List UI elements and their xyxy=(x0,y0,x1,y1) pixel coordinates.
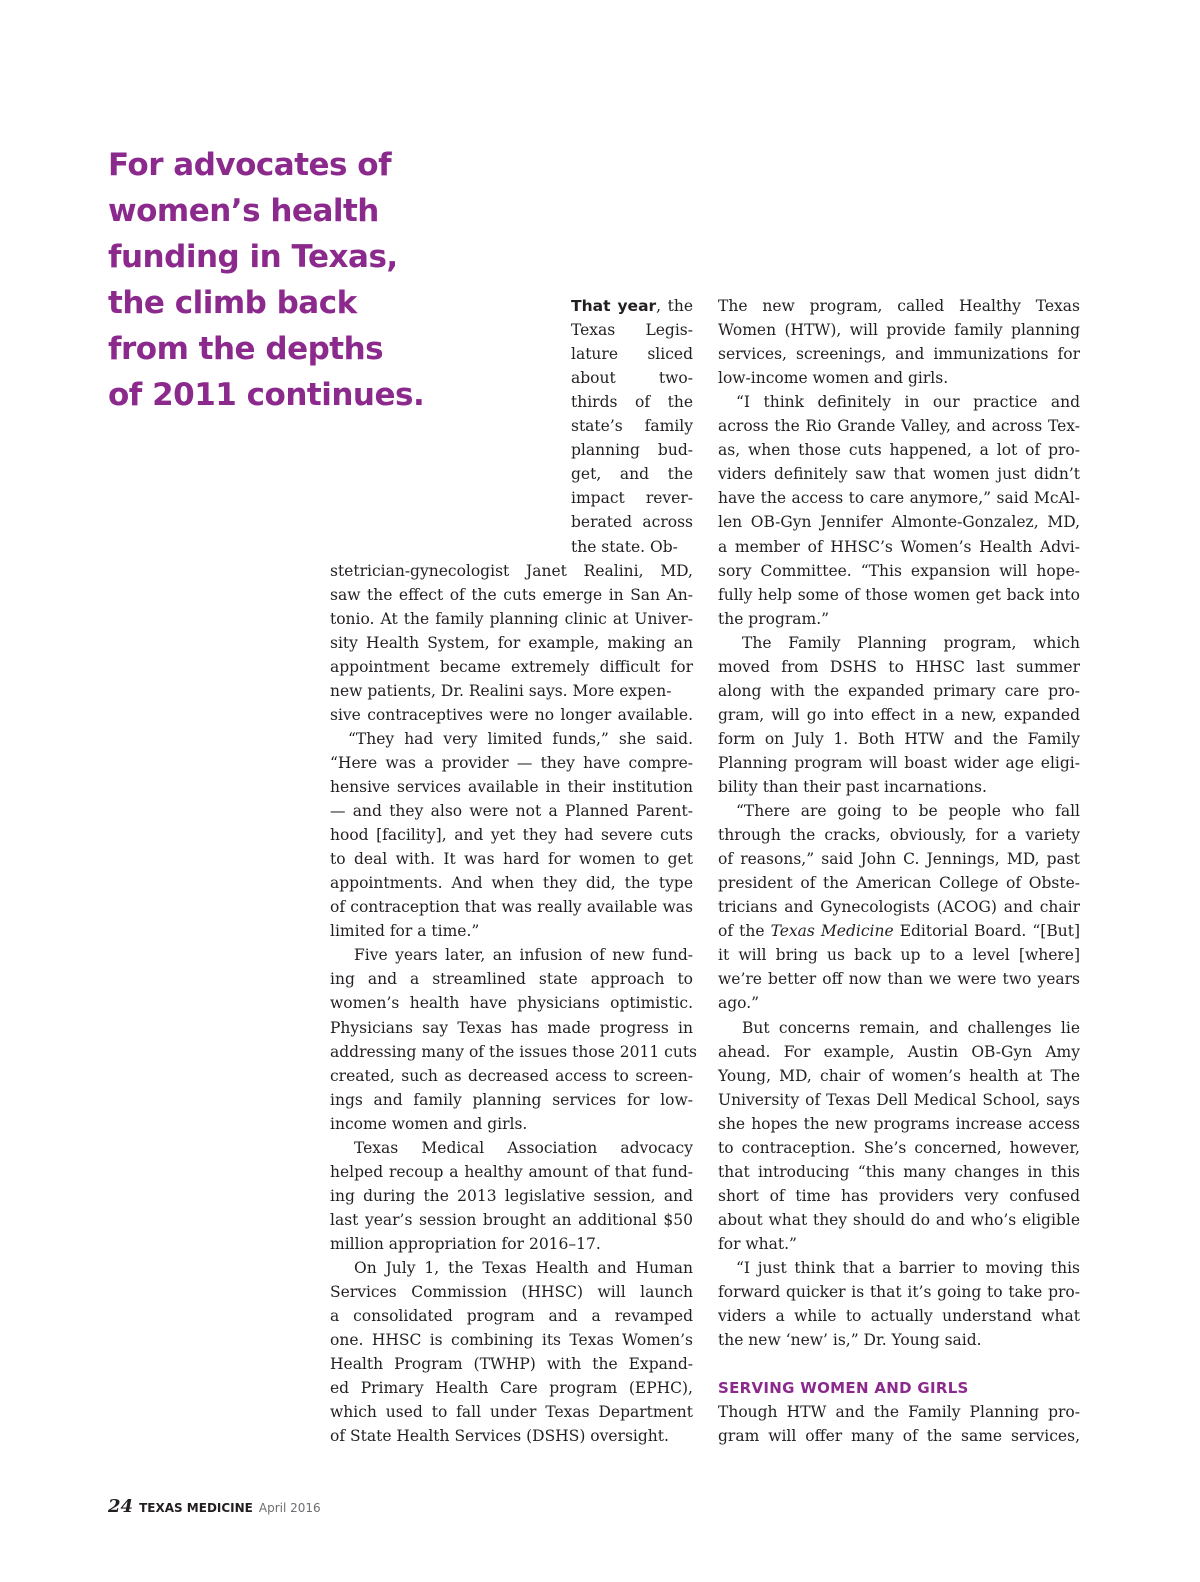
body-text-line: The new program, called Healthy Texas xyxy=(718,297,1080,315)
body-text-line: sory Committee. “This expansion will hope- xyxy=(718,561,1080,580)
body-text-line: Though HTW and the Family Planning pro- xyxy=(718,1403,1080,1421)
body-text-line: form on July 1. Both HTW and the Family xyxy=(718,729,1080,748)
body-text-line: berated across xyxy=(571,513,693,532)
body-text-line: hood [facility], and yet they had severe cuts xyxy=(330,826,693,845)
body-text-line: new patients, Dr. Realini says. More expen- xyxy=(330,681,672,700)
body-text-line: ahead. For example, Austin OB-Gyn Amy xyxy=(718,1042,1080,1061)
body-text-line: women’s health have physicians optimistic. xyxy=(330,994,693,1013)
body-text-line: “I think definitely in our practice and xyxy=(736,393,1080,412)
body-text-line: On July 1, the Texas Health and Human xyxy=(354,1259,693,1277)
body-text-line: a consolidated program and a revamped xyxy=(330,1307,693,1326)
section-subhead: SERVING WOMEN AND GIRLS xyxy=(718,1379,969,1397)
body-text-line: planning bud- xyxy=(571,441,693,460)
body-text-line: about what they should do and who’s eligible xyxy=(718,1210,1080,1229)
body-text-line: saw the effect of the cuts emerge in San An- xyxy=(330,585,693,604)
body-text-line: “I just think that a barrier to moving this xyxy=(736,1259,1080,1277)
body-text-line: Planning program will boast wider age eligi- xyxy=(718,753,1080,772)
body-text-line: services, screenings, and immunizations for xyxy=(718,345,1080,364)
body-text-line: “They had very limited funds,” she said. xyxy=(348,729,693,748)
body-text-line: len OB-Gyn Jennifer Almonte-Gonzalez, MD, xyxy=(718,513,1080,532)
body-text-line: “Here was a provider — they have compre- xyxy=(330,753,693,772)
body-text-line: sity Health System, for example, making an xyxy=(330,633,693,652)
headline-line: the climb back xyxy=(108,285,357,321)
body-text-line: Services Commission (HHSC) will launch xyxy=(330,1283,693,1302)
page-footer xyxy=(108,1496,321,1518)
body-text-line: get, and the xyxy=(571,465,693,484)
body-text-line: state’s family xyxy=(571,417,693,436)
body-text-line: Physicians say Texas has made progress in xyxy=(330,1018,693,1037)
body-text-fragment: , the xyxy=(656,297,693,315)
body-text-line: for what.” xyxy=(718,1234,797,1253)
body-text-line: one. HHSC is combining its Texas Women’s xyxy=(330,1331,693,1350)
body-text-line: “There are going to be people who fall xyxy=(736,802,1080,821)
body-text-line: bility than their past incarnations. xyxy=(718,778,987,796)
body-text-line: ings and family planning services for low- xyxy=(330,1090,693,1109)
body-text-line: last year’s session brought an additional $50 xyxy=(330,1210,693,1229)
body-text-line: ed Primary Health Care program (EPHC), xyxy=(330,1379,693,1398)
body-text-line: through the cracks, obviously, for a variety xyxy=(718,826,1080,845)
body-text-line: fully help some of those women get back into xyxy=(718,585,1080,604)
body-text-line: — and they also were not a Planned Parent- xyxy=(330,802,693,821)
body-text-line: ing during the 2013 legislative session, and xyxy=(330,1186,693,1205)
body-text-line: ing and a streamlined state approach to xyxy=(330,970,693,989)
headline-line: women’s health xyxy=(108,193,379,229)
body-text-line: forward quicker is that it’s going to take pro- xyxy=(718,1283,1080,1302)
body-text-line: ago.” xyxy=(718,994,760,1013)
body-text-line: short of time has providers very confused xyxy=(718,1186,1080,1205)
body-text-line: she hopes the new programs increase access xyxy=(718,1114,1080,1133)
body-text-line: Texas Medical Association advocacy xyxy=(354,1138,693,1157)
body-text-line: tonio. At the family planning clinic at Univer- xyxy=(330,609,693,628)
body-text-line: viders a while to actually understand what xyxy=(718,1307,1080,1326)
body-text-line: we’re better off now than we were two years xyxy=(718,970,1080,989)
body-text-line: Women (HTW), will provide family planning xyxy=(718,321,1080,340)
body-text-line: tricians and Gynecologists (ACOG) and chair xyxy=(718,898,1080,917)
body-text-line: moved from DSHS to HHSC last summer xyxy=(718,657,1080,676)
body-text-line: income women and girls. xyxy=(330,1114,528,1133)
body-text-line: that introducing “this many changes in this xyxy=(718,1162,1080,1181)
body-text-line: thirds of the xyxy=(571,393,693,412)
body-text-line: the state. Ob- xyxy=(571,537,678,556)
body-text-line: The Family Planning program, which xyxy=(742,633,1080,652)
body-text-line: impact rever- xyxy=(571,489,693,508)
body-text-line: sive contraceptives were no longer available. xyxy=(330,705,693,724)
body-text-line: as, when those cuts happened, a lot of pro- xyxy=(718,441,1080,460)
body-text-line: University of Texas Dell Medical School, says xyxy=(718,1090,1080,1109)
body-text-line: of contraception that was really available was xyxy=(330,898,693,917)
page-number: 24 xyxy=(108,1496,134,1517)
headline-line: of 2011 continues. xyxy=(108,377,425,413)
magazine-title-italic: Texas Medicine xyxy=(770,922,894,941)
issue-date: April 2016 xyxy=(258,1501,321,1515)
body-text-line: But concerns remain, and challenges lie xyxy=(742,1018,1080,1037)
headline-line: from the depths xyxy=(108,331,384,367)
body-text-line: Five years later, an infusion of new fund- xyxy=(354,946,693,965)
body-text-line: Young, MD, chair of women’s health at The xyxy=(718,1066,1080,1085)
body-text-line: limited for a time.” xyxy=(330,922,480,941)
body-text-line: the program.” xyxy=(718,609,830,628)
headline xyxy=(108,142,424,418)
headline-line: For advocates of xyxy=(108,147,392,183)
body-text-line xyxy=(571,294,693,318)
body-text-line: gram will offer many of the same services, xyxy=(718,1427,1080,1446)
body-text-line: Health Program (TWHP) with the Expand- xyxy=(330,1355,693,1374)
lead-in: That year xyxy=(571,297,657,315)
body-text-line: created, such as decreased access to screen- xyxy=(330,1066,693,1085)
body-text-line: gram, will go into effect in a new, expanded xyxy=(718,705,1080,724)
body-text-line: stetrician-gynecologist Janet Realini, MD, xyxy=(330,561,693,580)
body-text-line: along with the expanded primary care pro- xyxy=(718,681,1080,700)
body-text-line: about two- xyxy=(571,369,693,388)
body-text-line: million appropriation for 2016–17. xyxy=(330,1234,601,1253)
body-text-line: Texas Legis- xyxy=(571,321,693,340)
body-text-line: hensive services available in their institution xyxy=(330,778,693,796)
body-text-line: of State Health Services (DSHS) oversight. xyxy=(330,1427,669,1446)
body-text-line: it will bring us back up to a level [where] xyxy=(718,946,1080,965)
body-text-line: helped recoup a healthy amount of that fund- xyxy=(330,1162,693,1181)
body-text-line: addressing many of the issues those 2011 cuts xyxy=(330,1042,697,1061)
body-text-line: of reasons,” said John C. Jennings, MD, past xyxy=(718,850,1080,869)
magazine-name: TEXAS MEDICINE xyxy=(139,1501,253,1515)
body-text-line: which used to fall under Texas Department xyxy=(330,1403,693,1422)
body-text-line: low-income women and girls. xyxy=(718,369,949,388)
body-text-line: appointments. And when they did, the type xyxy=(330,874,693,893)
body-text-line: a member of HHSC’s Women’s Health Advi- xyxy=(718,537,1080,556)
body-text-line: lature sliced xyxy=(571,345,693,364)
body-text-line: to contraception. She’s concerned, however, xyxy=(718,1138,1080,1157)
body-text-line: viders definitely saw that women just didn’t xyxy=(718,465,1080,484)
body-text-line: president of the American College of Obste- xyxy=(718,874,1080,893)
headline-line: funding in Texas, xyxy=(108,239,398,275)
body-text-line: the new ‘new’ is,” Dr. Young said. xyxy=(718,1331,982,1350)
body-text-line: have the access to care anymore,” said McAl- xyxy=(718,489,1080,508)
body-text-line: to deal with. It was hard for women to get xyxy=(330,850,693,869)
body-text-line: appointment became extremely difficult for xyxy=(330,657,693,676)
body-text-line: across the Rio Grande Valley, and across Tex- xyxy=(718,417,1080,436)
body-text-line: of the Texas Medicine Editorial Board. “[But] xyxy=(718,922,1080,941)
